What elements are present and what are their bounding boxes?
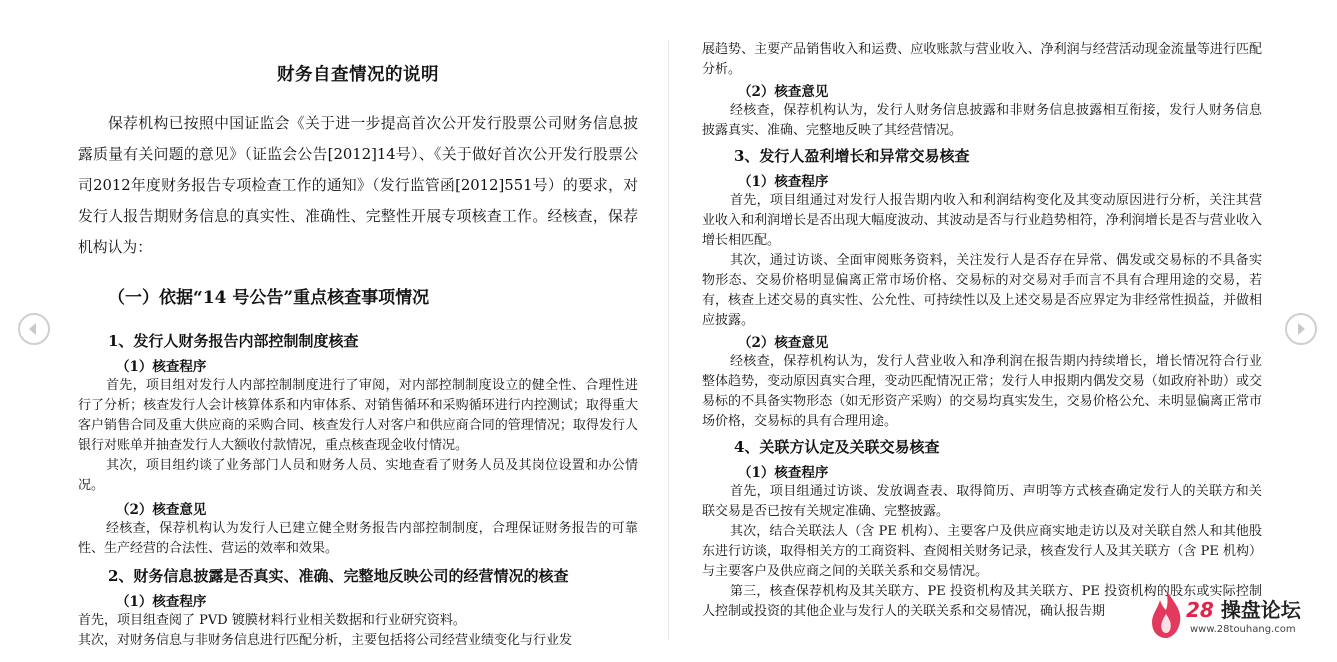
previous-page-button[interactable] (18, 313, 50, 345)
intro-paragraph: 保荐机构已按照中国证监会《关于进一步提高首次公开发行股票公司财务信息披露质量有关问题的意见》（证监会公告[2012]14号）、《关于做好首次公开发行股票公司2012年度财务报告专项检查工作的通知》（发行监管函[2012]551号）的要求，对发行人报告期财务信息的真实性、准确性、完整性开展专项核查工作。经核查，保荐机构认为： (78, 115, 638, 256)
s3-procedure-heading: （1）核查程序 (738, 174, 829, 190)
s2-opinion-paragraph: 经核查，保荐机构认为，发行人财务信息披露和非财务信息披露相互衔接，发行人财务信息披露真实、准确、完整地反映了其经营情况。 (702, 103, 1262, 138)
watermark-title (1186, 594, 1301, 623)
page-divider (668, 40, 669, 640)
flame-logo-icon (1148, 588, 1184, 640)
s4-heading: 4、关联方认定及关联交易核查 (734, 438, 940, 456)
s1-opinion-heading: （2）核查意见 (116, 502, 207, 518)
s1-paragraph-3: 经核查，保荐机构认为发行人已建立健全财务报告内部控制制度，合理保证财务报告的可靠性、生产经营的合法性、营运的效率和效果。 (78, 521, 638, 556)
s2-paragraph-2: 其次，对财务信息与非财务信息进行匹配分析，主要包括将公司经营业绩变化与行业发 (78, 633, 573, 648)
s3-opinion-heading: （2）核查意见 (738, 335, 829, 351)
s4-paragraph-2: 其次，结合关联法人（含 PE 机构）、主要客户及供应商实地走访以及对关联自然人和其他股东进行访谈，取得相关方的工商资料、查阅相关财务记录，核查发行人及其关联方（含 PE 机构）与主要客户及供应商之间的关联关系和交易情况。 (702, 524, 1262, 579)
s1-procedure-heading: （1）核查程序 (116, 359, 207, 375)
section-heading: （一）依据“14 号公告”重点核查事项情况 (108, 288, 430, 308)
s3-paragraph-1: 首先，项目组通过对发行人报告期内收入和利润结构变化及其变动原因进行分析，关注其营业收入和利润增长是否出现大幅度波动、其波动是否与行业趋势相符，净利润增长是否与营业收入增长相匹配。 (702, 193, 1262, 248)
s4-paragraph-1: 首先，项目组通过访谈、发放调查表、取得简历、声明等方式核查确定发行人的关联方和关联交易是否已按有关规定准确、完整披露。 (702, 484, 1262, 519)
s2-paragraph-1: 首先，项目组查阅了 PVD 镀膜材料行业相关数据和行业研究资料。 (78, 613, 466, 628)
s3-opinion-paragraph: 经核查，保荐机构认为，发行人营业收入和净利润在报告期内持续增长，增长情况符合行业整体趋势，变动原因真实合理，变动匹配情况正常；发行人申报期内偶发交易（如政府补助）或交易标的不具备实物形态（如无形资产采购）的交易均真实发生，交易价格公允、未明显偏离正常市场价格，交易标的具有合理用途。 (702, 354, 1262, 429)
chevron-left-icon (20, 315, 48, 343)
s3-heading: 3、发行人盈利增长和异常交易核查 (734, 147, 970, 165)
s2-opinion-heading: （2）核查意见 (738, 84, 829, 100)
left-page (78, 55, 638, 655)
s4-procedure-heading: （1）核查程序 (738, 465, 829, 481)
document-title: 财务自查情况的说明 (277, 65, 439, 85)
watermark-number: 28 (1186, 598, 1214, 622)
s2-heading: 2、财务信息披露是否真实、准确、完整地反映公司的经营情况的核查 (108, 567, 569, 585)
continued-paragraph: 展趋势、主要产品销售收入和运费、应收账款与营业收入、净利润与经营活动现金流量等进行匹配分析。 (702, 42, 1262, 77)
s1-paragraph-2: 其次，项目组约谈了业务部门人员和财务人员、实地查看了财务人员及其岗位设置和办公情况。 (78, 458, 638, 493)
s2-procedure-heading: （1）核查程序 (116, 594, 207, 610)
site-watermark (1148, 586, 1328, 656)
next-page-button[interactable] (1285, 313, 1317, 345)
s3-paragraph-2: 其次，通过访谈、全面审阅账务资料，关注发行人是否存在异常、偶发或交易标的不具备实物形态、交易价格明显偏离正常市场价格、交易标的对交易对手而言不具有合理用途的交易，若有，核查上述交易的真实性、公允性、可持续性以及上述交易是否应界定为非经常性损益，并做相应披露。 (702, 253, 1262, 328)
s1-heading: 1、发行人财务报告内部控制制度核查 (108, 332, 359, 350)
right-page (702, 40, 1262, 660)
watermark-url: www.28touhang.com (1190, 624, 1296, 635)
watermark-name: 操盘论坛 (1220, 598, 1301, 622)
s4-paragraph-3: 第三，核查保荐机构及其关联方、PE 投资机构及其关联方、PE 投资机构的股东或实际控制人控制或投资的其他企业与发行人的关联关系和交易情况，确认报告期 (702, 584, 1262, 619)
s1-paragraph-1: 首先，项目组对发行人内部控制制度进行了审阅，对内部控制制度设立的健全性、合理性进行了分析；核查发行人会计核算体系和内审体系、对销售循环和采购循环进行内控测试；取得重大客户销售合同及重大供应商的采购合同、核查发行人对客户和供应商合同的管理情况；取得发行人银行对账单并抽查发行人大额收付款情况，重点核查现金收付情况。 (78, 378, 638, 453)
chevron-right-icon (1287, 315, 1315, 343)
